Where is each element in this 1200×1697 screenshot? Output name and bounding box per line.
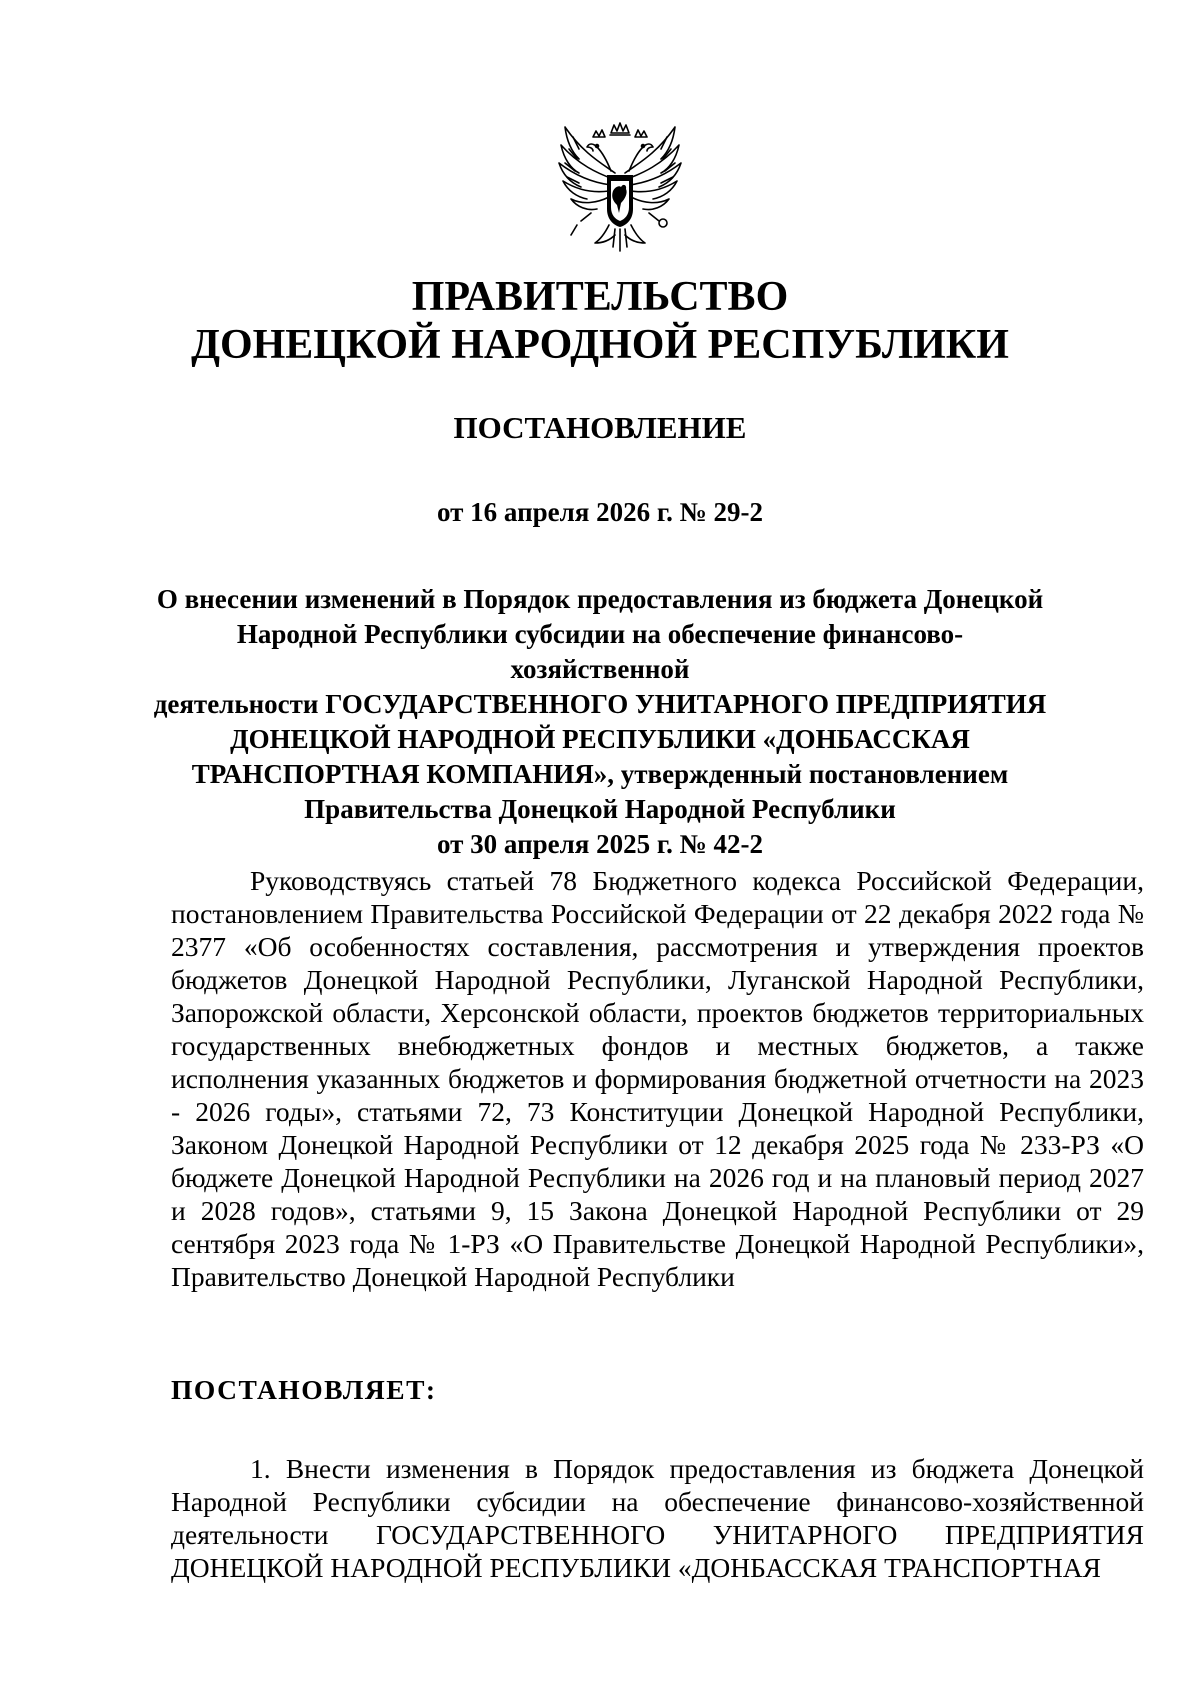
document-type: ПОСТАНОВЛЕНИЕ <box>453 410 747 445</box>
document-date-number: от 16 апреля 2026 г. № 29-2 <box>437 497 763 527</box>
subject-line: Народной Республики субсидии на обеспечение финансово-хозяйственной <box>236 619 964 684</box>
resolves-heading: ПОСТАНОВЛЯЕТ: <box>171 1374 437 1405</box>
subject-line: О внесении изменений в Порядок предоставления из бюджета Донецкой <box>156 584 1044 614</box>
document-subject <box>150 582 1050 862</box>
government-title-line-2: ДОНЕЦКОЙ НАРОДНОЙ РЕСПУБЛИКИ <box>191 322 1009 368</box>
government-title <box>150 273 1050 369</box>
clause-1-paragraph: 1. Внести изменения в Порядок предоставления из бюджета Донецкой Народной Республики субсидии на обеспечение финансово-хозяйственной деятельности ГОСУДАРСТВЕННОГО УНИТАРНОГО ПРЕДПРИЯТИЯ ДОНЕЦКОЙ НАРОДНОЙ РЕСПУБЛИКИ «ДОНБАССКАЯ ТРАНСПОРТНАЯ <box>171 1453 1144 1583</box>
preamble-paragraph: Руководствуясь статьей 78 Бюджетного кодекса Российской Федерации, постановлением Правительства Российской Федерации от 22 декабря 2022 года № 2377 «Об особенностях составления, рассмотрения и утверждения проектов бюджетов Донецкой Народной Республики, Луганской Народной Республики, Запорожской области, Херсонской области, проектов бюджетов территориальных государственных внебюджетных фондов и местных бюджетов, а также исполнения указанных бюджетов и формирования бюджетной отчетности на 2023 - 2026 годы», статьями 72, 73 Конституции Донецкой Народной Республики, Законом Донецкой Народной Республики от 12 декабря 2025 года № 233-РЗ «О бюджете Донецкой Народной Республики на 2026 год и на плановый период 2027 и 2028 годов», статьями 9, 15 Закона Донецкой Народной Республики от 29 сентября 2023 года № 1-РЗ «О Правительстве Донецкой Народной Республики», Правительство Донецкой Народной Республики <box>171 865 1144 1292</box>
subject-line: деятельности ГОСУДАРСТВЕННОГО УНИТАРНОГО ПРЕДПРИЯТИЯ <box>153 689 1047 719</box>
dpr-coat-of-arms-icon <box>553 113 687 256</box>
subject-line: ТРАНСПОРТНАЯ КОМПАНИЯ», утвержденный постановлением <box>191 759 1009 789</box>
government-title-line-1: ПРАВИТЕЛЬСТВО <box>411 274 789 320</box>
subject-line: Правительства Донецкой Народной Республики <box>304 794 896 824</box>
subject-line: ДОНЕЦКОЙ НАРОДНОЙ РЕСПУБЛИКИ «ДОНБАССКАЯ <box>230 724 970 754</box>
subject-line: от 30 апреля 2025 г. № 42-2 <box>437 829 763 859</box>
